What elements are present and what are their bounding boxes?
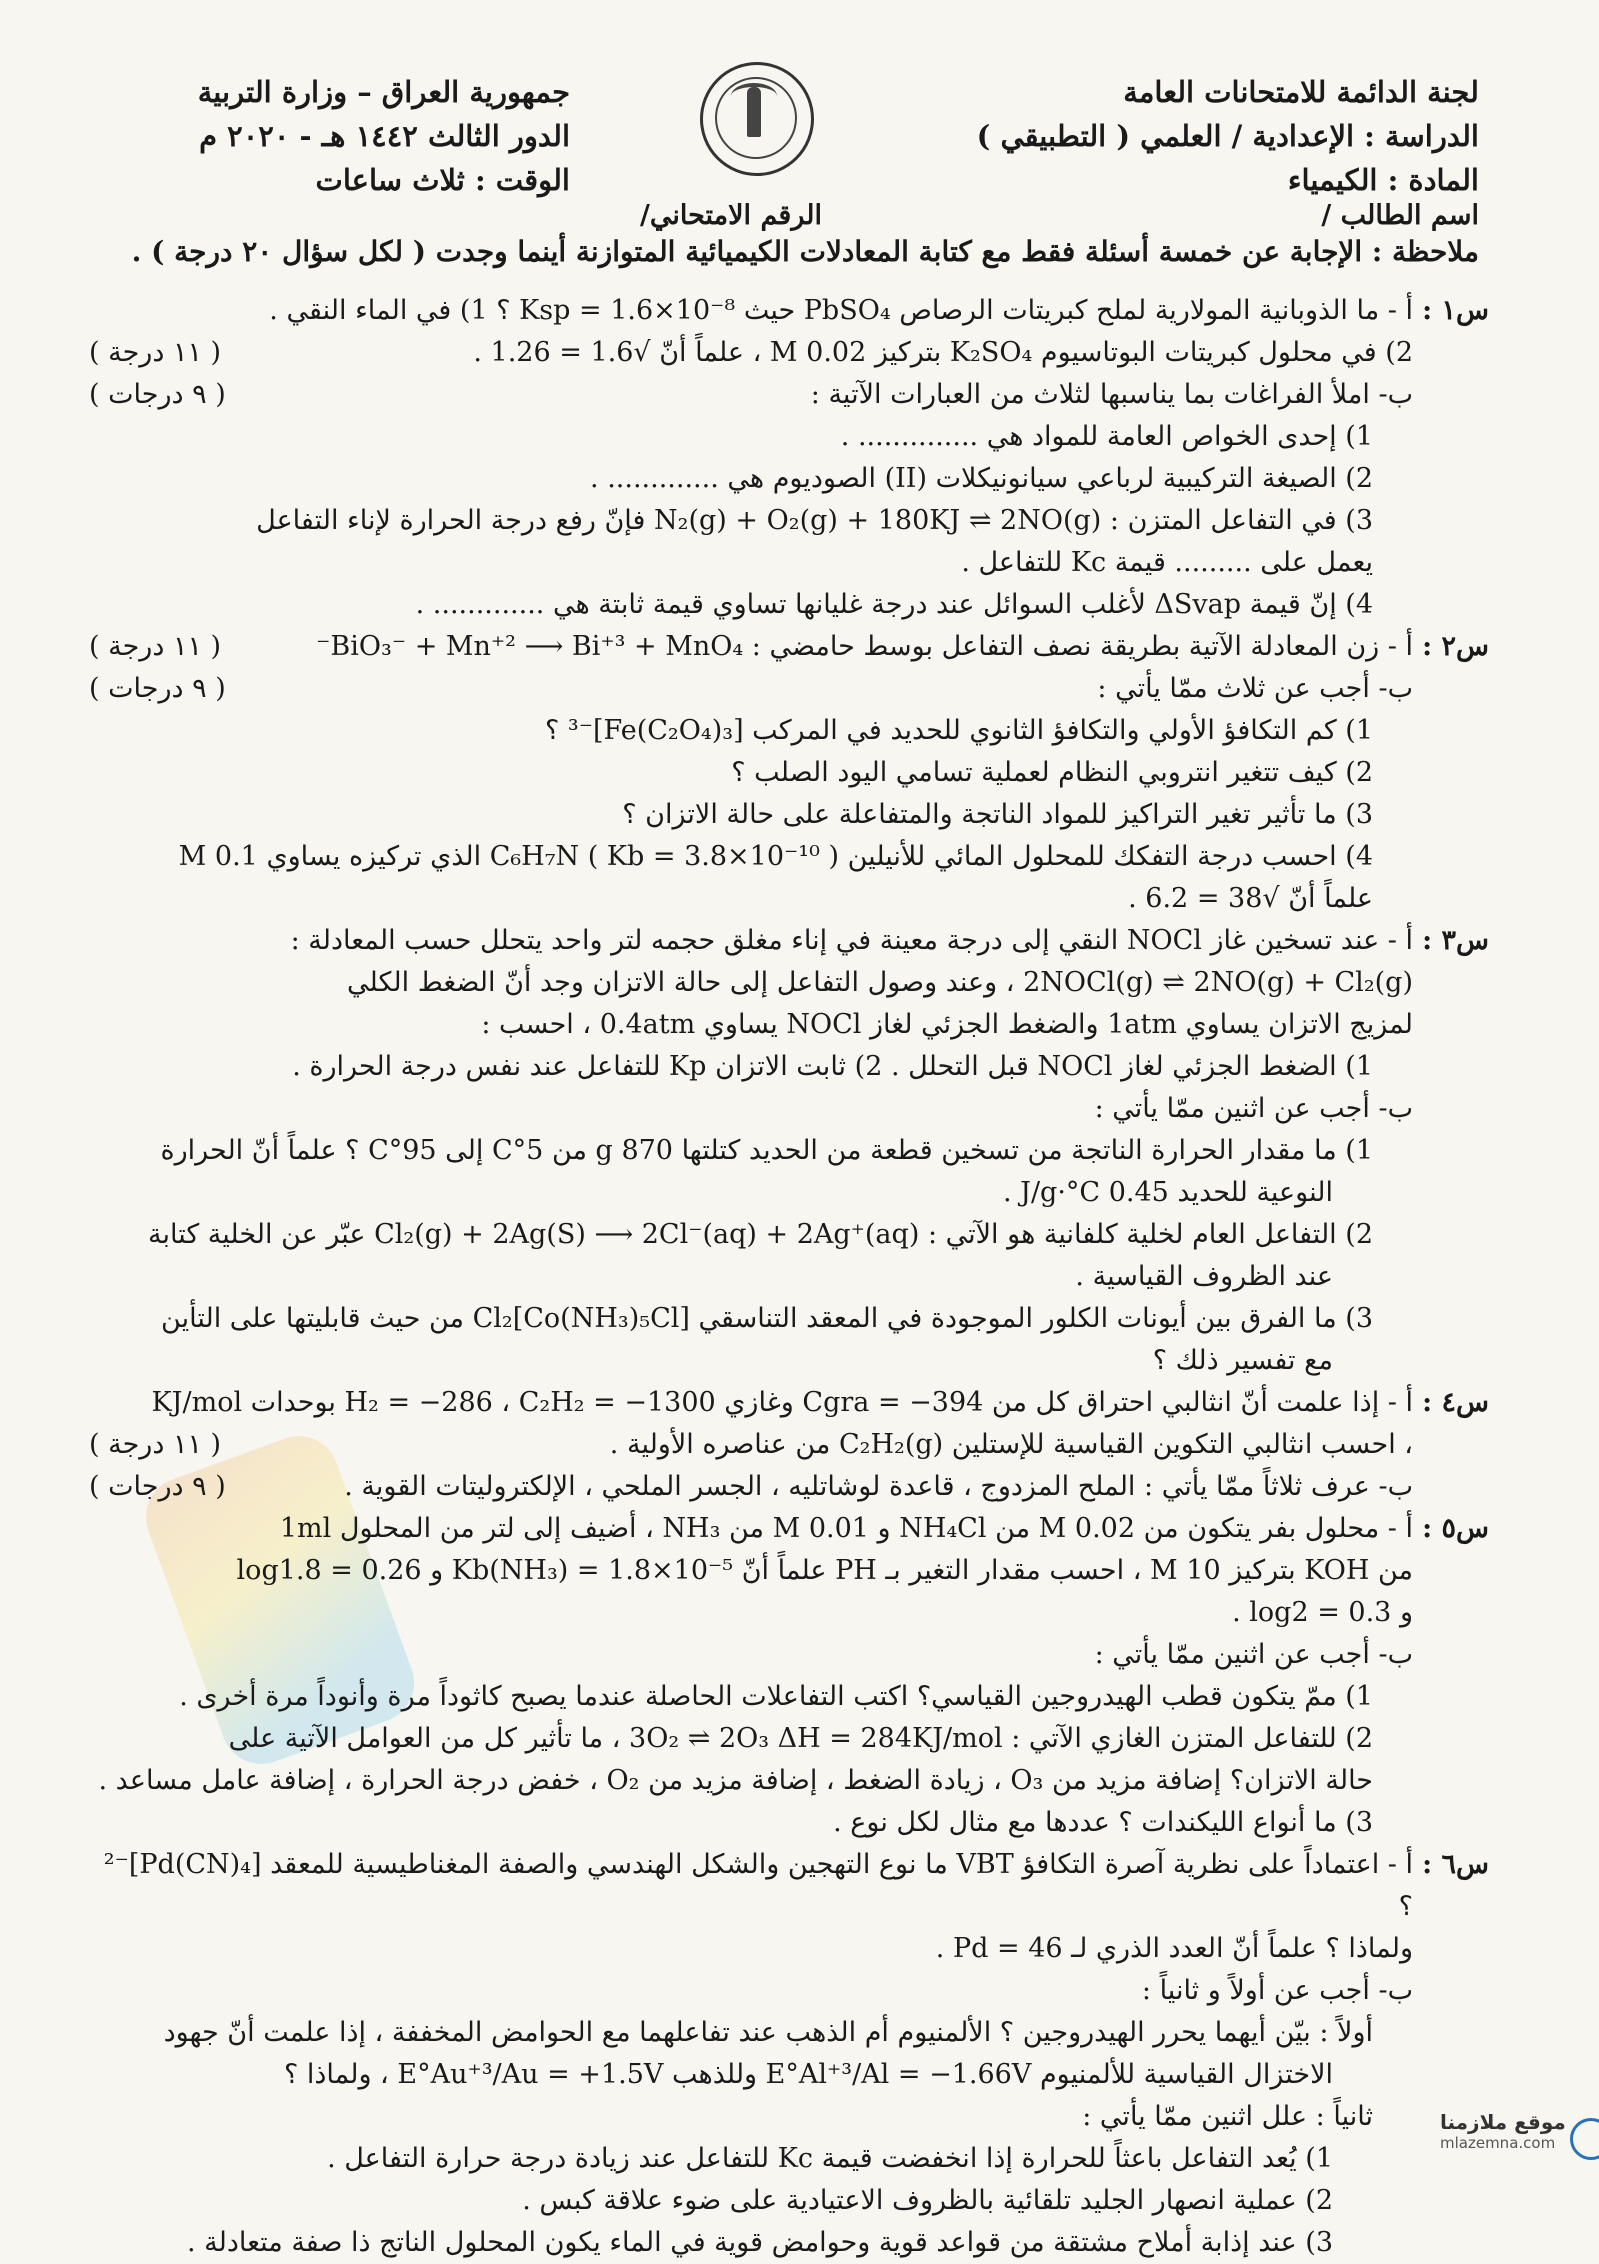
country-ministry: جمهورية العراق – وزارة التربية: [197, 75, 570, 109]
exam-number-label: الرقم الامتحاني/: [640, 200, 822, 231]
q1-b4: 4) إنّ قيمة ΔSvap لأغلب السوائل عند درجة غليانها تساوي قيمة ثابتة هي ............. .: [415, 589, 1373, 620]
q3-b3b: مع تفسير ذلك ؟: [1152, 1345, 1333, 1376]
q3-b1: 1) ما مقدار الحرارة الناتجة من تسخين قطعة من الحديد كتلتها 870 g من 5°C إلى 95°C ؟ علماً أنّ الحرارة: [160, 1135, 1373, 1166]
q3-b2: 2) التفاعل العام لخلية كلفانية هو الآتي : Cl₂(g) + 2Ag(S) ⟶ 2Cl⁻(aq) + 2Ag⁺(aq) عبّر عن الخلية كتابة: [147, 1219, 1373, 1250]
exam-time: الوقت : ثلاث ساعات: [315, 163, 570, 197]
marks-badge: ( ١١ درجة ): [89, 337, 222, 368]
q6-b1: أولاً : بيّن أيهما يحرر الهيدروجين ؟ الألمنيوم أم الذهب عند تفاعلهما مع الحوامض المخففة ، إذا علمت أنّ جهود: [163, 2017, 1373, 2048]
question-2: [89, 626, 1489, 920]
q3-b3: 3) ما الفرق بين أيونات الكلور الموجودة في المعقد التناسقي [Co(NH₃)₅Cl]Cl₂ من حيث قابليتها على التأين: [161, 1303, 1373, 1334]
question-4: [89, 1382, 1489, 1508]
q6-b1b: الاختزال القياسية للألمنيوم E°Al⁺³/Al = −1.66V وللذهب E°Au⁺³/Au = +1.5V ، ولماذا ؟: [283, 2059, 1333, 2090]
q3-b1b: النوعية للحديد 0.45 J/g·°C .: [1002, 1177, 1333, 1208]
q6-b2-1: 1) يُعد التفاعل باعثاً للحرارة إذا انخفضت قيمة Kc للتفاعل عند زيادة درجة حرارة التفاعل .: [327, 2143, 1333, 2174]
subject: المادة : الكيمياء: [1287, 163, 1479, 197]
header-right: [919, 70, 1479, 202]
site-logo-url: mlazemna.com: [1440, 2134, 1556, 2152]
q3-part-a4: 1) الضغط الجزئي لغاز NOCl قبل التحلل . 2) ثابت الاتزان Kp للتفاعل عند نفس درجة الحرارة .: [292, 1051, 1373, 1082]
ministry-seal-icon: [700, 62, 814, 176]
marks-badge: ( ١١ درجة ): [89, 631, 222, 662]
q5-b2: 2) للتفاعل المتزن الغازي الآتي : 3O₂ ⇌ 2O₃ ΔH = 284KJ/mol ، ما تأثير كل من العوامل الآتية على: [228, 1723, 1373, 1754]
question-number: س١ :: [1422, 295, 1489, 326]
marks-badge: ( ١١ درجة ): [89, 1429, 222, 1460]
q3-b2b: عند الظروف القياسية .: [1075, 1261, 1333, 1292]
q2-b2: 2) كيف تتغير انتروبي النظام لعملية تسامي اليود الصلب ؟: [731, 757, 1373, 788]
question-number: س٢ :: [1422, 631, 1489, 662]
q2-b1: 1) كم التكافؤ الأولي والتكافؤ الثانوي للحديد في المركب [Fe(C₂O₄)₃]⁻³ ؟: [544, 715, 1373, 746]
question-1: [89, 290, 1489, 626]
questions: [89, 290, 1489, 2264]
question-number: س٦ :: [1422, 1849, 1489, 1880]
q3-part-a3: لمزيج الاتزان يساوي 1atm والضغط الجزئي لغاز NOCl يساوي 0.4atm ، احسب :: [481, 1009, 1413, 1040]
student-name-label: اسم الطالب /: [1321, 200, 1479, 231]
q1-b1: 1) إحدى الخواص العامة للمواد هي .............. .: [840, 421, 1373, 452]
exam-session: الدور الثالث ١٤٤٢ هـ - ٢٠٢٠ م: [199, 119, 570, 153]
q2-b3: 3) ما تأثير تغير التراكيز للمواد الناتجة والمتفاعلة على حالة الاتزان ؟: [622, 799, 1373, 830]
q5-part-a2: من KOH بتركيز 10 M ، احسب مقدار التغير بـ PH علماً أنّ Kb(NH₃) = 1.8×10⁻⁵ و log1.8 = 0.26: [236, 1555, 1413, 1586]
q5-b3: 3) ما أنواع الليكندات ؟ عددها مع مثال لكل نوع .: [833, 1807, 1373, 1838]
q3-part-a2: 2NOCl(g) ⇌ 2NO(g) + Cl₂(g) ، وعند وصول التفاعل إلى حالة الاتزان وجد أنّ الضغط الكلي: [347, 967, 1413, 998]
q5-b1: 1) ممّ يتكون قطب الهيدروجين القياسي؟ اكتب التفاعلات الحاصلة عندما يصبح كاثوداً مرة وأنوداً مرة أخرى .: [179, 1681, 1373, 1712]
q3-part-a: أ - عند تسخين غاز NOCl النقي إلى درجة معينة في إناء مغلق حجمه لتر واحد يتحلل حسب المعادلة :: [290, 925, 1413, 956]
site-logo: [1440, 2110, 1566, 2152]
site-logo-name: موقع ملازمنا: [1440, 2110, 1566, 2134]
q5-part-b: ب- أجب عن اثنين ممّا يأتي :: [1094, 1639, 1413, 1670]
q2-b4: 4) احسب درجة التفكك للمحلول المائي للأنيلين C₆H₇N ( Kb = 3.8×10⁻¹⁰ ) الذي تركيزه يساوي 0.1 M: [178, 841, 1373, 872]
header-left: [110, 70, 570, 202]
marks-badge: ( ٩ درجات ): [89, 673, 226, 704]
question-number: س٤ :: [1422, 1387, 1489, 1418]
exam-note: ملاحظة : الإجابة عن خمسة أسئلة فقط مع كتابة المعادلات الكيميائية المتوازنة أينما وجدت ( لكل سؤال ٢٠ درجة ) .: [131, 235, 1479, 268]
q4-part-b: ب- عرف ثلاثاً ممّا يأتي : الملح المزدوج ، قاعدة لوشاتليه ، الجسر الملحي ، الإلكتروليتات القوية .: [344, 1471, 1413, 1502]
q3-part-b: ب- أجب عن اثنين ممّا يأتي :: [1094, 1093, 1413, 1124]
q1-part-b: ب- املأ الفراغات بما يناسبها لثلاث من العبارات الآتية :: [810, 379, 1413, 410]
q6-part-b: ب- أجب عن أولاً و ثانياً :: [1141, 1975, 1413, 2006]
q1-b3b: يعمل على ......... قيمة Kc للتفاعل .: [961, 547, 1373, 578]
q1-part-a: أ - ما الذوبانية المولارية لملح كبريتات الرصاص PbSO₄ حيث Ksp = 1.6×10⁻⁸ ؟ 1) في الماء النقي .: [269, 295, 1413, 326]
q6-part-a2: ولماذا ؟ علماً أنّ العدد الذري لـ Pd = 46 .: [935, 1933, 1413, 1964]
magnifier-icon: [1570, 2118, 1599, 2160]
q2-part-b: ب- أجب عن ثلاث ممّا يأتي :: [1097, 673, 1413, 704]
q2-b4b: علماً أنّ √38 = 6.2 .: [1128, 883, 1373, 914]
q5-b2b: حالة الاتزان؟ إضافة مزيد من O₃ ، زيادة الضغط ، إضافة مزيد من O₂ ، خفض درجة الحرارة ، إضافة عامل مساعد .: [98, 1765, 1373, 1796]
committee-name: لجنة الدائمة للامتحانات العامة: [1123, 75, 1479, 109]
q5-part-a: أ - محلول بفر يتكون من 0.02 M من NH₄Cl و 0.01 M من NH₃ ، أضيف إلى لتر من المحلول 1ml: [279, 1513, 1413, 1544]
question-5: [89, 1508, 1489, 1844]
question-number: س٣ :: [1422, 925, 1489, 956]
q6-part-a: أ - اعتماداً على نظرية آصرة التكافؤ VBT ما نوع التهجين والشكل الهندسي والصفة المغناطيسية للمعقد [Pd(CN)₄]⁻² ؟: [103, 1849, 1413, 1922]
q6-b2: ثانياً : علل اثنين ممّا يأتي :: [1082, 2101, 1373, 2132]
question-3: [89, 920, 1489, 1382]
q2-part-a: أ - زن المعادلة الآتية بطريقة نصف التفاعل بوسط حامضي : BiO₃⁻ + Mn⁺² ⟶ Bi⁺³ + MnO₄⁻: [316, 631, 1413, 662]
question-number: س٥ :: [1422, 1513, 1489, 1544]
q6-b2-2: 2) عملية انصهار الجليد تلقائية بالظروف الاعتيادية على ضوء علاقة كبس .: [522, 2185, 1333, 2216]
study-type: الدراسة : الإعدادية / العلمي ( التطبيقي ): [976, 119, 1479, 153]
q4-part-a: أ - إذا علمت أنّ انثالبي احتراق كل من Cgra = −394 وغازي H₂ = −286 ، C₂H₂ = −1300 بوحدات KJ/mol: [151, 1387, 1413, 1418]
q6-b2-3: 3) عند إذابة أملاح مشتقة من قواعد قوية وحوامض قوية في الماء يكون المحلول الناتج ذا صفة متعادلة .: [187, 2227, 1333, 2258]
q1-b3: 3) في التفاعل المتزن : N₂(g) + O₂(g) + 180KJ ⇌ 2NO(g) فإنّ رفع درجة الحرارة لإناء التفاعل: [256, 505, 1373, 536]
q1-b2: 2) الصيغة التركيبية لرباعي سيانونيكلات (II) الصوديوم هي ............. .: [590, 463, 1373, 494]
q4-part-a2: ، احسب انثالبي التكوين القياسية للإستلين C₂H₂(g) من عناصره الأولية .: [609, 1429, 1413, 1460]
q1-part-a2: 2) في محلول كبريتات البوتاسيوم K₂SO₄ بتركيز 0.02 M ، علماً أنّ √1.6 = 1.26 .: [473, 337, 1413, 368]
q5-part-a3: و log2 = 0.3 .: [1232, 1597, 1413, 1628]
question-6: [89, 1844, 1489, 2264]
marks-badge: ( ٩ درجات ): [89, 1471, 226, 1502]
marks-badge: ( ٩ درجات ): [89, 379, 226, 410]
